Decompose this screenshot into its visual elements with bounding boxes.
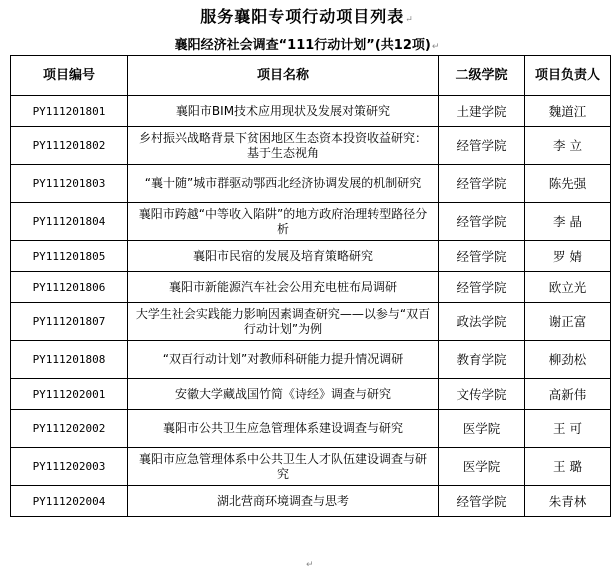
project-code-cell: PY111201804 [11,203,128,241]
project-leader-cell: 王 璐 [525,448,611,486]
college-cell: 经管学院 [439,241,525,272]
college-cell: 医学院 [439,410,525,448]
project-name-cell: 襄阳市民宿的发展及培育策略研究 [128,241,439,272]
page-title: 服务襄阳专项行动项目列表↵ [200,7,414,26]
project-code-cell: PY111202004 [11,486,128,517]
college-cell: 政法学院 [439,303,525,341]
project-leader-cell: 欧立光 [525,272,611,303]
project-leader-cell: 谢正富 [525,303,611,341]
project-code-cell: PY111201807 [11,303,128,341]
header-project-leader: 项目负责人 [525,56,611,96]
college-cell: 经管学院 [439,203,525,241]
college-cell: 经管学院 [439,486,525,517]
college-cell: 医学院 [439,448,525,486]
project-leader-cell: 柳劲松 [525,341,611,379]
project-name-cell: “双百行动计划”对教师科研能力提升情况调研 [128,341,439,379]
project-code-cell: PY111202003 [11,448,128,486]
project-name-cell: 襄阳市BIM技术应用现状及发展对策研究 [128,96,439,127]
project-name-cell: 襄阳市应急管理体系中公共卫生人才队伍建设调查与研究 [128,448,439,486]
table-row [11,379,611,410]
table-row [11,486,611,517]
project-leader-cell: 朱青林 [525,486,611,517]
project-name-cell: “襄十随”城市群驱动鄂西北经济协调发展的机制研究 [128,165,439,203]
project-name-cell: 湖北营商环境调查与思考 [128,486,439,517]
project-leader-cell: 高新伟 [525,379,611,410]
project-code-cell: PY111201801 [11,96,128,127]
project-name-cell: 襄阳市公共卫生应急管理体系建设调查与研究 [128,410,439,448]
table-row [11,127,611,165]
header-project-name: 项目名称 [128,56,439,96]
project-name-cell: 襄阳市新能源汽车社会公用充电桩布局调研 [128,272,439,303]
project-table [10,55,611,517]
paragraph-mark-icon: ↵ [405,15,414,25]
project-code-cell: PY111201803 [11,165,128,203]
project-code-cell: PY111201802 [11,127,128,165]
project-code-cell: PY111202002 [11,410,128,448]
table-row [11,96,611,127]
table-row [11,341,611,379]
college-cell: 教育学院 [439,341,525,379]
table-row [11,448,611,486]
table-row [11,410,611,448]
header-project-code: 项目编号 [11,56,128,96]
table-header-row [11,56,611,96]
project-name-cell: 安徽大学藏战国竹简《诗经》调查与研究 [128,379,439,410]
project-leader-cell: 李 立 [525,127,611,165]
college-cell: 文传学院 [439,379,525,410]
project-name-cell: 乡村振兴战略背景下贫困地区生态资本投资收益研究：基于生态视角 [128,127,439,165]
project-name-cell: 大学生社会实践能力影响因素调查研究——以参与“双百行动计划”为例 [128,303,439,341]
college-cell: 土建学院 [439,96,525,127]
header-college: 二级学院 [439,56,525,96]
project-leader-cell: 王 可 [525,410,611,448]
table-row [11,241,611,272]
project-leader-cell: 魏道江 [525,96,611,127]
project-leader-cell: 李 晶 [525,203,611,241]
table-row [11,272,611,303]
project-leader-cell: 陈先强 [525,165,611,203]
project-leader-cell: 罗 婧 [525,241,611,272]
table-row [11,303,611,341]
project-code-cell: PY111201805 [11,241,128,272]
college-cell: 经管学院 [439,165,525,203]
project-name-cell: 襄阳市跨越“中等收入陷阱”的地方政府治理转型路径分析 [128,203,439,241]
paragraph-mark-icon: ↵ [306,560,314,570]
project-code-cell: PY111201808 [11,341,128,379]
paragraph-mark-icon: ↵ [431,42,440,52]
project-code-cell: PY111201806 [11,272,128,303]
college-cell: 经管学院 [439,272,525,303]
college-cell: 经管学院 [439,127,525,165]
page-subtitle: 襄阳经济社会调查“111行动计划”(共12项)↵ [174,38,440,53]
table-row [11,165,611,203]
table-row [11,203,611,241]
project-code-cell: PY111202001 [11,379,128,410]
